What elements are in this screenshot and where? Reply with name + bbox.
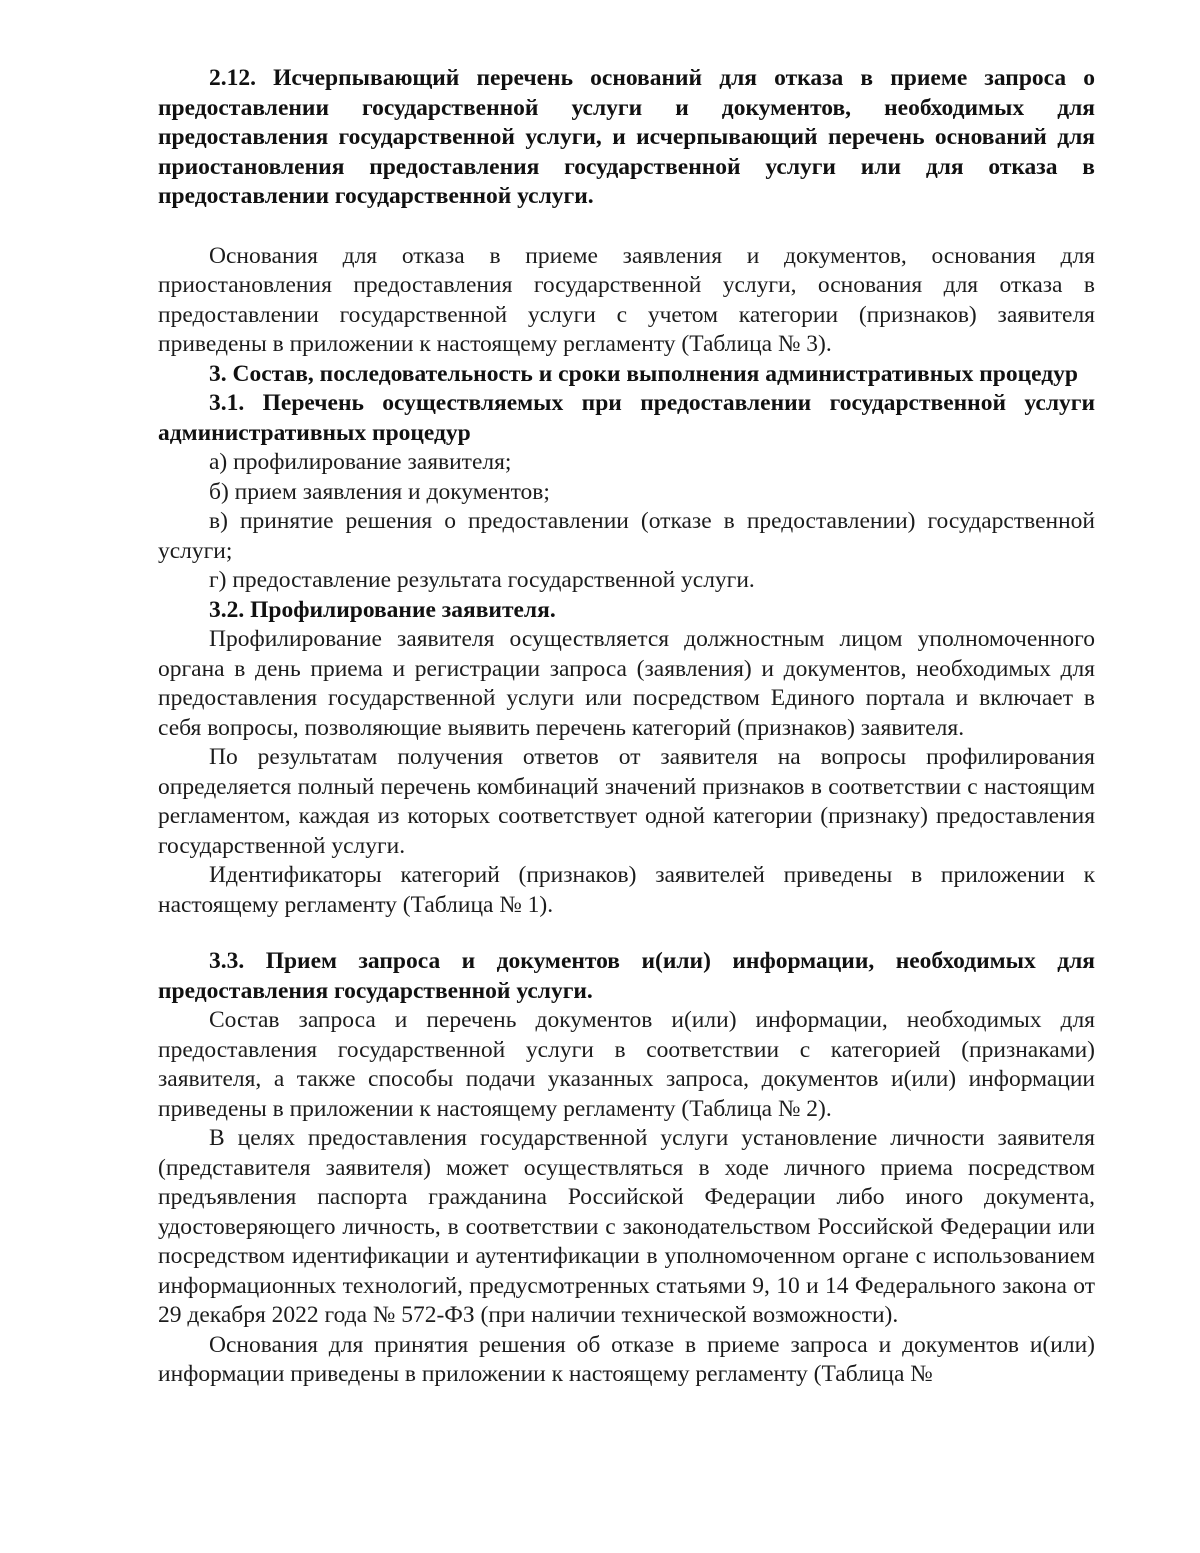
section-3-3-heading: 3.3. Прием запроса и документов и(или) информации, необходимых для предоставления государственной услуги. <box>158 948 1095 1004</box>
section-3-2-heading: 3.2. Профилирование заявителя. <box>209 596 556 623</box>
list-item: в) принятие решения о предоставлении (отказе в предоставлении) государственной услуги; <box>158 508 1095 564</box>
section-2-12-paragraph: Основания для отказа в приеме заявления и документов, основания для приостановления предоставления государственной услуги, основания для отказа в предоставлении государственной услуги с учетом категории (признаков) заявителя приведены в приложении к настоящему регламенту (Таблица № 3). <box>158 242 1095 357</box>
section-2-12-heading: 2.12. Исчерпывающий перечень оснований для отказа в приеме запроса о предоставлении государственной услуги и документов, необходимых для предоставления государственной услуги, и исчерпывающий перечень оснований для приостановления предоставления государственной услуги или для отказа в предоставлении государственной услуги. <box>158 65 1095 209</box>
section-3-2-paragraph: По результатам получения ответов от заявителя на вопросы профилирования определяется полный перечень комбинаций значений признаков в соответствии с настоящим регламентом, каждая из которых соответствует одной категории (признаку) предоставления государственной услуги. <box>158 744 1095 859</box>
section-3-3-paragraph: В целях предоставления государственной услуги установление личности заявителя (представителя заявителя) может осуществляться в ходе личного приема посредством предъявления паспорта гражданина Российской Федерации либо иного документа, удостоверяющего личность, в соответствии с законодательством Российской Федерации или посредством идентификации и аутентификации в уполномоченном органе с использованием информационных технологий, предусмотренных статьями 9, 10 и 14 Федерального закона от 29 декабря 2022 года № 572-ФЗ (при наличии технической возможности). <box>158 1125 1095 1328</box>
section-3-3-paragraph: Состав запроса и перечень документов и(или) информации, необходимых для предоставления государственной услуги в соответствии с категорией (признаками) заявителя, а также способы подачи указанных запроса, документов и(или) информации приведены в приложении к настоящему регламенту (Таблица № 2). <box>158 1007 1095 1122</box>
document-page <box>158 64 1095 1390</box>
section-3-1-heading: 3.1. Перечень осуществляемых при предоставлении государственной услуги административных процедур <box>158 390 1095 446</box>
list-item: а) профилирование заявителя; <box>209 449 512 475</box>
section-3-2-paragraph: Идентификаторы категорий (признаков) заявителей приведены в приложении к настоящему регламенту (Таблица № 1). <box>158 862 1095 918</box>
list-item: б) прием заявления и документов; <box>209 478 550 505</box>
section-3-2-paragraph: Профилирование заявителя осуществляется должностным лицом уполномоченного органа в день приема и регистрации запроса (заявления) и документов, необходимых для предоставления государственной услуги или посредством Единого портала и включает в себя вопросы, позволяющие выявить перечень категорий (признаков) заявителя. <box>158 626 1095 741</box>
section-3-heading: 3. Состав, последовательность и сроки выполнения административных процедур <box>209 360 1078 387</box>
section-3-3-paragraph: Основания для принятия решения об отказе в приеме запроса и документов и(или) информации приведены в приложении к настоящему регламенту (Таблица № <box>158 1331 1095 1387</box>
list-item: г) предоставление результата государственной услуги. <box>209 567 755 593</box>
